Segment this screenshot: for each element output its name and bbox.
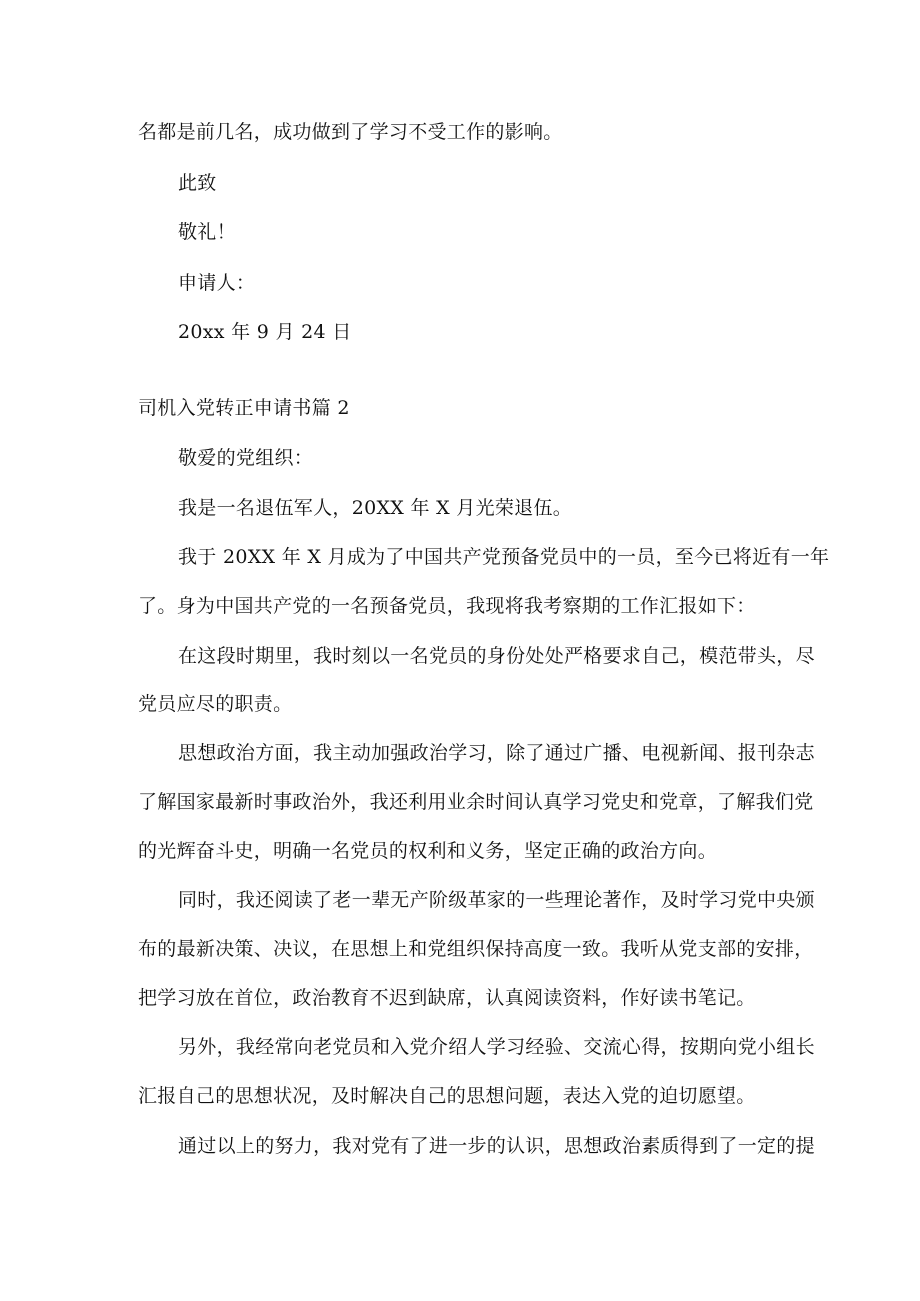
body-line: 布的最新决策、决议，在思想上和党组织保持高度一致。我听从党支部的安排， (138, 938, 814, 960)
body-line: 的光辉奋斗史，明确一名党员的权利和义务，坚定正确的政治方向。 (138, 840, 718, 862)
body-line: 党员应尽的职责。 (138, 693, 293, 715)
body-line: 另外，我经常向老党员和入党介绍人学习经验、交流心得，按期向党小组长 (178, 1036, 815, 1058)
signature-date: 20xx 年 9 月 24 日 (178, 321, 352, 343)
body-line: 了解国家最新时事政治外，我还利用业余时间认真学习党史和党章，了解我们党 (138, 791, 814, 813)
paragraph-continuation: 名都是前几名，成功做到了学习不受工作的影响。 (138, 121, 563, 143)
body-line: 把学习放在首位，政治教育不迟到缺席，认真阅读资料，作好读书笔记。 (138, 987, 756, 1009)
body-line: 汇报自己的思想状况，及时解决自己的思想问题，表达入党的迫切愿望。 (138, 1085, 756, 1107)
body-line: 在这段时期里，我时刻以一名党员的身份处处严格要求自己，模范带头，尽 (178, 645, 815, 667)
applicant-label: 申请人： (178, 272, 256, 294)
body-line: 我于 20XX 年 X 月成为了中国共产党预备党员中的一员，至今已将近有一年 (178, 546, 830, 568)
closing-line: 此致 (178, 172, 217, 194)
salutation: 敬爱的党组织： (178, 447, 314, 469)
body-line: 了。身为中国共产党的一名预备党员，我现将我考察期的工作汇报如下： (138, 595, 756, 617)
body-line: 思想政治方面，我主动加强政治学习，除了通过广播、电视新闻、报刊杂志 (178, 742, 815, 764)
section-title: 司机入党转正申请书篇 2 (138, 397, 350, 419)
body-line: 我是一名退伍军人，20XX 年 X 月光荣退伍。 (178, 497, 573, 519)
body-line: 同时，我还阅读了老一辈无产阶级革家的一些理论著作，及时学习党中央颁 (178, 889, 815, 911)
body-line: 通过以上的努力，我对党有了进一步的认识，思想政治素质得到了一定的提 (178, 1135, 815, 1157)
closing-salute: 敬礼！ (178, 221, 236, 243)
